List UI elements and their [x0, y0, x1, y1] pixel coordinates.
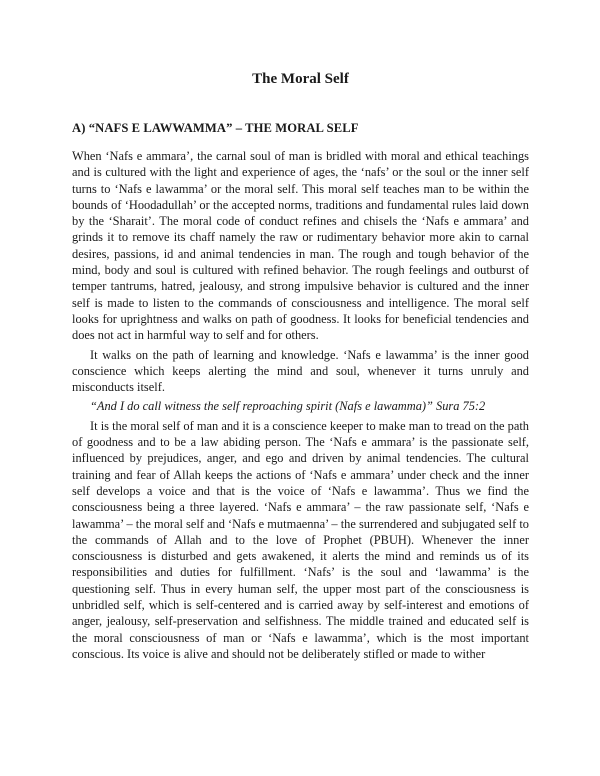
- quote-paragraph: “And I do call witness the self reproaching spirit (Nafs e lawamma)” Sura 75:2: [90, 399, 486, 414]
- section-heading: A) “NAFS E LAWWAMMA” – THE MORAL SELF: [72, 121, 359, 135]
- paragraph-3: It is the moral self of man and it is a conscience keeper to make man to tread on the path of goodness and to be a law abiding person. The ‘Nafs e ammara’ is the passionate self, influenced by prejudices, anger, and ego and driven by animal tendencies. The cultural training and fear of Allah keeps the actions of ‘Nafs e ammara’ under check and the inner self develops a voice and that is the voice of ‘Nafs e lawamma’. Thus we find the consciousness being a three layered. ‘Nafs e ammara’ – the raw passionate self, ‘Nafs e lawamma’ – the moral self and ‘Nafs e mutmaenna’ – the surrendered and subjugated self to the commands of Allah and to the love of Prophet (PBUH). Whenever the inner consciousness is disturbed and gets awakened, it alerts the mind and reminds us of its responsibilities and duties for fulfillment. ‘Nafs’ is the soul and ‘lawamma’ is the questioning self. Thus in every human self, the upper most part of the consciousness is unbridled self, which is self-centered and is carried away by self-interest and emotions of anger, jealousy, self-preservation and selfishness. The middle trained and educated self is the moral consciousness of man or ‘Nafs e lawamma’, which is the most important conscious. Its voice is alive and should not be deliberately stifled or made to wither: [72, 418, 529, 661]
- paragraph-1: When ‘Nafs e ammara’, the carnal soul of man is bridled with moral and ethical teachings and is cultured with the light and experience of ages, the ‘nafs’ or the soul or the inner self turns to ‘Nafs e lawamma’ or the moral self. This moral self teaches man to be within the bounds of ‘Hoodadullah’ or the accepted norms, traditions and fundamental rules laid down by the ‘Sharait’. The moral code of conduct refines and chisels the ‘Nafs e ammara’ and grinds it to remove its chaff namely the raw or rudimentary behavior more akin to carnal desires, passions, id and animal tendencies in man. The rough and tough behavior of the mind, body and soul is cultured with refined behavior. The rough feelings and outburst of temper tantrums, hatred, jealousy, and strong impulsive behavior is cultured and the inner self is made to listen to the commands of consciousness and intelligence. The moral self looks for uprightness and walks on path of goodness. It looks for beneficial tendencies and does not act in harmful way to self and for others.: [72, 149, 529, 343]
- document-body: [72, 148, 529, 665]
- paragraph-2: It walks on the path of learning and knowledge. ‘Nafs e lawamma’ is the inner good conscience which keeps alerting the mind and soul, whenever it turns unruly and misconducts itself.: [72, 347, 529, 395]
- page-title: The Moral Self: [252, 71, 349, 87]
